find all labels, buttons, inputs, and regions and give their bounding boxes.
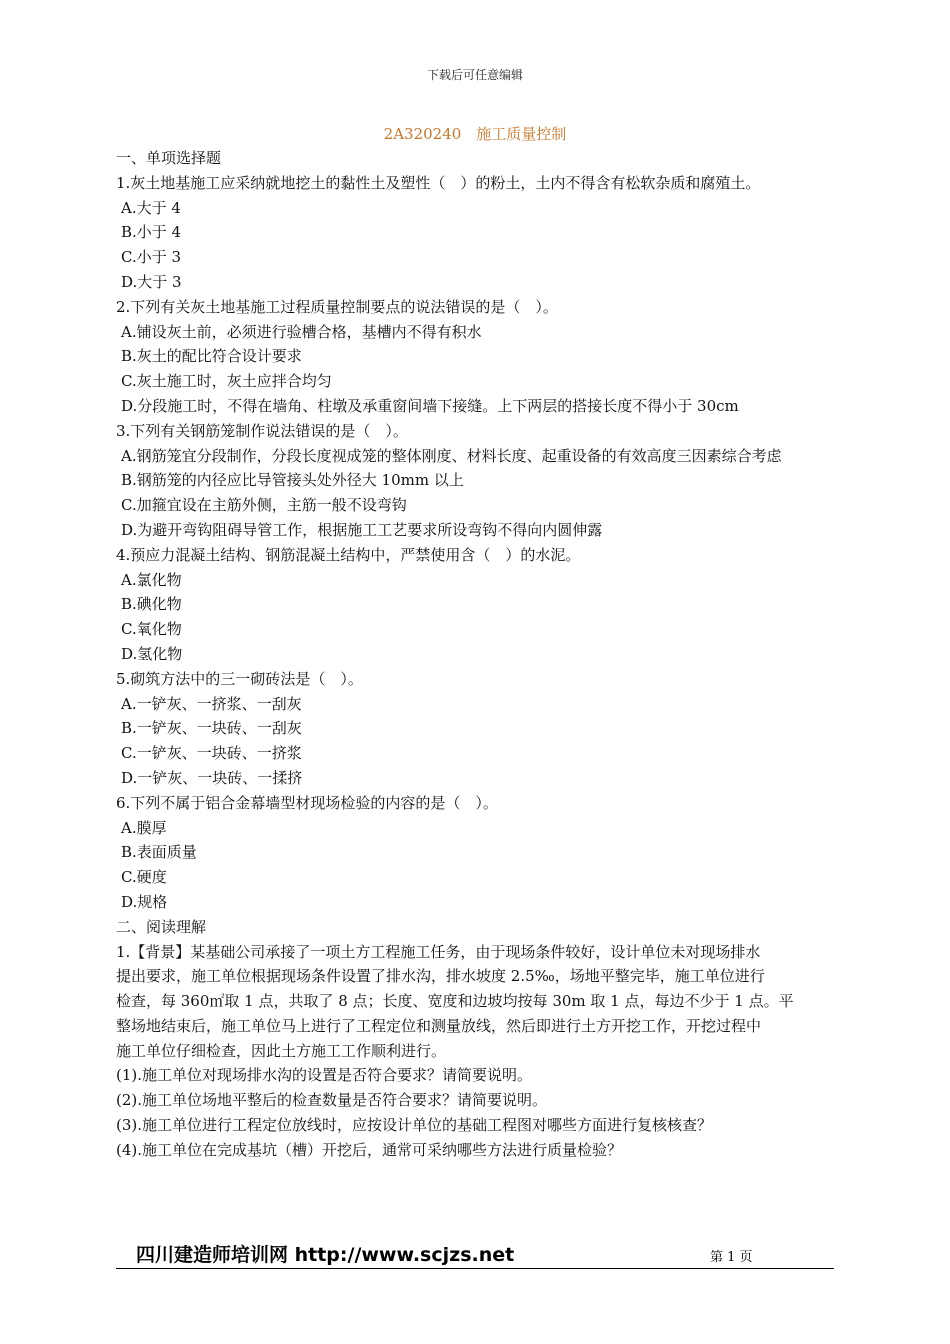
question-stem: 2.下列有关灰土地基施工过程质量控制要点的说法错误的是（ ）。 <box>116 297 558 316</box>
answer-option: C.小于 3 <box>121 248 182 267</box>
answer-option: A.膜厚 <box>121 818 167 837</box>
question-stem: 3.下列有关钢筋笼制作说法错误的是（ ）。 <box>116 421 408 440</box>
passage-line: 1.【背景】某基础公司承接了一项土方工程施工任务，由于现场条件较好，设计单位未对现场排水 <box>116 942 761 961</box>
footer-brand-link[interactable]: 四川建造师培训网 http://www.scjzs.net <box>136 1244 515 1266</box>
answer-option: C.加箍宜设在主筋外侧，主筋一般不设弯钩 <box>121 496 407 515</box>
question <box>116 667 838 791</box>
section-heading: 一、单项选择题 <box>116 149 222 167</box>
sub-question: (1).施工单位对现场排水沟的设置是否符合要求？请简要说明。 <box>116 1066 533 1085</box>
reading-passage <box>116 940 838 1064</box>
question-stem: 1.灰土地基施工应采纳就地挖土的黏性土及塑性（ ）的粉土，土内不得含有松软杂质和腐殖土。 <box>116 173 761 192</box>
document-title: 2A320240 施工质量控制 <box>383 125 567 143</box>
answer-option: D.一铲灰、一块砖、一揉挤 <box>121 768 303 787</box>
answer-option: C.氧化物 <box>121 620 182 639</box>
answer-option: A.铺设灰土前，必须进行验槽合格，基槽内不得有积水 <box>121 322 482 341</box>
answer-option: B.表面质量 <box>121 843 197 862</box>
sub-question: (2).施工单位场地平整后的检查数量是否符合要求？请简要说明。 <box>116 1091 548 1110</box>
answer-option: C.灰土施工时，灰土应拌合均匀 <box>121 372 332 391</box>
answer-option: B.碘化物 <box>121 595 182 614</box>
answer-option: D.氢化物 <box>121 644 183 663</box>
section-heading: 二、阅读理解 <box>116 917 207 936</box>
answer-option: D.大于 3 <box>121 272 182 291</box>
answer-option: A.钢筋笼宜分段制作，分段长度视成笼的整体刚度、材料长度、起重设备的有效高度三因素综合考虑 <box>121 446 782 465</box>
passage-line: 施工单位仔细检查，因此土方施工工作顺利进行。 <box>116 1041 447 1060</box>
answer-option: C.硬度 <box>121 868 167 887</box>
answer-option: D.为避开弯钩阻碍导管工作，根据施工工艺要求所设弯钩不得向内圆伸露 <box>121 520 603 539</box>
passage-line: 整场地结束后，施工单位马上进行了工程定位和测量放线，然后即进行土方开挖工作，开挖过程中 <box>116 1016 762 1035</box>
question <box>116 171 838 295</box>
page-number: 第 1 页 <box>710 1250 753 1265</box>
answer-option: C.一铲灰、一块砖、一挤浆 <box>121 744 302 763</box>
document-body <box>116 146 838 1163</box>
answer-option: D.规格 <box>121 892 168 911</box>
answer-option: B.钢筋笼的内径应比导管接头处外径大 10mm 以上 <box>121 471 464 490</box>
answer-option: A.大于 4 <box>121 198 181 217</box>
question-stem: 5.砌筑方法中的三一砌砖法是（ ）。 <box>116 669 363 688</box>
answer-option: B.小于 4 <box>121 223 182 242</box>
answer-option: B.灰土的配比符合设计要求 <box>121 347 302 366</box>
answer-option: B.一铲灰、一块砖、一刮灰 <box>121 719 302 738</box>
question-stem: 6.下列不属于铝合金幕墙型材现场检验的内容的是（ ）。 <box>116 793 498 812</box>
question <box>116 295 838 419</box>
passage-line: 检查，每 360㎡取 1 点，共取了 8 点；长度、宽度和边坡均按每 30m 取 1 点，每边不少于 1 点。平 <box>116 992 794 1011</box>
question <box>116 543 838 667</box>
answer-option: A.一铲灰、一挤浆、一刮灰 <box>121 694 302 713</box>
answer-option: D.分段施工时，不得在墙角、柱墩及承重窗间墙下接缝。上下两层的搭接长度不得小于 30cm <box>121 396 739 415</box>
sub-question: (3).施工单位进行工程定位放线时，应按设计单位的基础工程图对哪些方面进行复核核查？ <box>116 1116 713 1135</box>
question-stem: 4.预应力混凝土结构、钢筋混凝土结构中，严禁使用含（ ）的水泥。 <box>116 545 581 564</box>
passage-line: 提出要求，施工单位根据现场条件设置了排水沟，排水坡度 2.5‰，场地平整完毕，施工单位进行 <box>116 967 765 986</box>
answer-option: A.氯化物 <box>121 570 182 589</box>
header-note: 下载后可任意编辑 <box>426 68 523 82</box>
sub-questions <box>116 1063 838 1162</box>
question <box>116 419 838 543</box>
page-footer <box>116 1238 834 1269</box>
question <box>116 791 838 915</box>
sub-question: (4).施工单位在完成基坑（槽）开挖后，通常可采纳哪些方法进行质量检验？ <box>116 1140 623 1159</box>
